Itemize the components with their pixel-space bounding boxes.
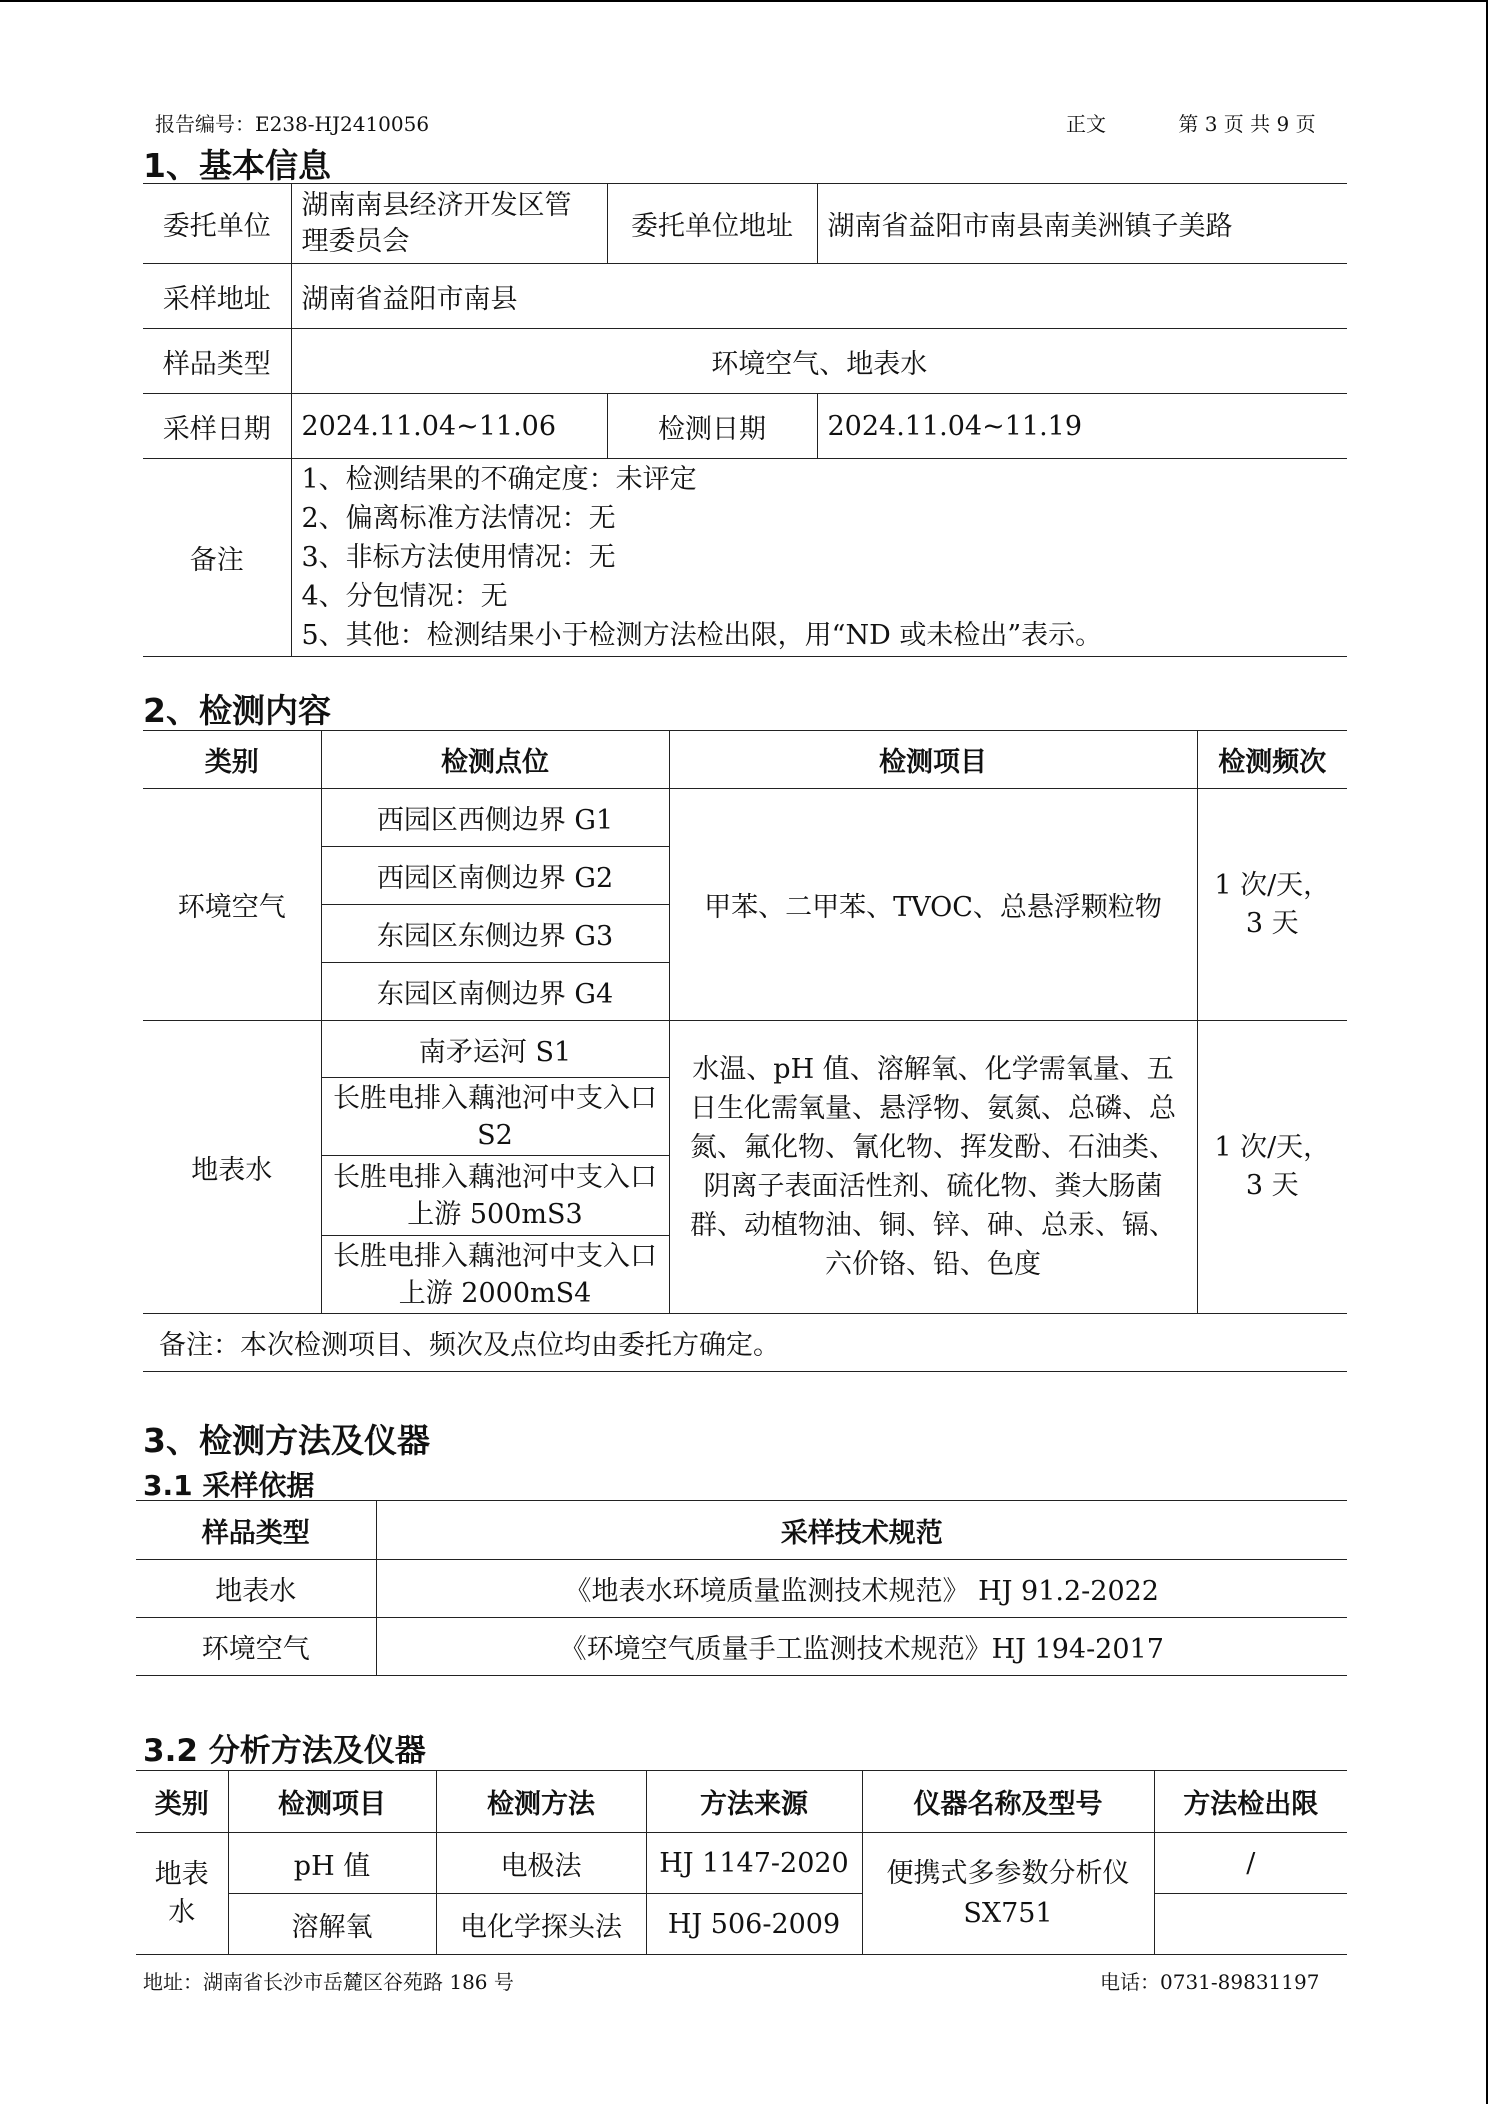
page-info (1066, 108, 1316, 137)
col-detection-limit: 方法检出限 (1154, 1771, 1347, 1833)
sample-type-cell: 地表水 (136, 1560, 376, 1618)
page-border-top (0, 0, 1488, 2)
air-point: 西园区南侧边界 G2 (321, 847, 669, 905)
sampling-address-label: 采样地址 (143, 264, 291, 329)
client-value: 湖南南县经济开发区管理委员会 (291, 184, 607, 264)
section2-title: 2、检测内容 (143, 691, 331, 730)
section1-title: 1、基本信息 (143, 146, 331, 185)
report-number: 报告编号：E238-HJ2410056 (155, 112, 430, 136)
water-frequency: 1 次/天，3 天 (1197, 1021, 1347, 1314)
analysis-method: 电极法 (436, 1833, 646, 1894)
footer-address: 地址：湖南省长沙市岳麓区谷苑路 186 号 (143, 1970, 514, 1994)
col-test-item: 检测项目 (228, 1771, 436, 1833)
sampling-date-value: 2024.11.04~11.06 (291, 394, 607, 459)
col-instrument: 仪器名称及型号 (862, 1771, 1154, 1833)
analysis-method-table (136, 1770, 1347, 1955)
water-point: 长胜电排入藕池河中支入口上游 2000mS4 (321, 1236, 669, 1314)
remark-item: 2、偏离标准方法情况：无 (301, 503, 616, 534)
water-point: 南矛运河 S1 (321, 1021, 669, 1078)
col-items: 检测项目 (669, 731, 1197, 789)
water-category: 地表水 (143, 1021, 321, 1314)
analysis-item: 溶解氧 (228, 1894, 436, 1955)
analysis-item: pH 值 (228, 1833, 436, 1894)
sampling-basis-table (136, 1500, 1347, 1676)
water-point: 长胜电排入藕池河中支入口上游 500mS3 (321, 1156, 669, 1236)
client-address-value: 湖南省益阳市南县南美洲镇子美路 (817, 184, 1347, 264)
analysis-category: 地表水 (136, 1833, 228, 1955)
client-label: 委托单位 (143, 184, 291, 264)
remark-item: 4、分包情况：无 (301, 581, 508, 612)
sample-type-label: 样品类型 (143, 329, 291, 394)
sample-type-cell: 环境空气 (136, 1618, 376, 1676)
air-frequency: 1 次/天，3 天 (1197, 789, 1347, 1021)
remark-item: 3、非标方法使用情况：无 (301, 542, 616, 573)
air-point: 东园区南侧边界 G4 (321, 963, 669, 1021)
remark-item: 5、其他：检测结果小于检测方法检出限，用“ND 或未检出”表示。 (301, 620, 1103, 651)
test-content-note: 备注：本次检测项目、频次及点位均由委托方确定。 (143, 1314, 1347, 1372)
sampling-date-label: 采样日期 (143, 394, 291, 459)
section3-title: 3、检测方法及仪器 (143, 1421, 430, 1460)
analysis-method: 电化学探头法 (436, 1894, 646, 1955)
air-point: 东园区东侧边界 G3 (321, 905, 669, 963)
analysis-source: HJ 1147-2020 (646, 1833, 862, 1894)
col-category: 类别 (143, 731, 321, 789)
test-date-value: 2024.11.04~11.19 (817, 394, 1347, 459)
analysis-instrument: 便携式多参数分析仪 SX751 (862, 1833, 1154, 1955)
sampling-address-value: 湖南省益阳市南县 (291, 264, 1347, 329)
section31-title: 3.1 采样依据 (143, 1469, 315, 1502)
col-sample-type: 样品类型 (136, 1501, 376, 1560)
air-point: 西园区西侧边界 G1 (321, 789, 669, 847)
sample-type-value: 环境空气、地表水 (291, 329, 1347, 394)
basic-info-table (143, 183, 1347, 657)
analysis-source: HJ 506-2009 (646, 1894, 862, 1955)
page-number: 第 3 页 共 9 页 (1178, 112, 1316, 136)
remarks-list (291, 459, 1347, 657)
air-items: 甲苯、二甲苯、TVOC、总悬浮颗粒物 (669, 789, 1197, 1021)
water-items: 水温、pH 值、溶解氧、化学需氧量、五日生化需氧量、悬浮物、氨氮、总磷、总氮、氟化物、氰化物、挥发酚、石油类、阴离子表面活性剂、硫化物、粪大肠菌群、动植物油、铜、锌、砷、总汞、镉、六价铬、铅、色度 (669, 1021, 1197, 1314)
detection-limit: / (1154, 1833, 1347, 1894)
col-point: 检测点位 (321, 731, 669, 789)
test-content-table (143, 730, 1347, 1372)
remarks-label: 备注 (143, 459, 291, 657)
col-sampling-spec: 采样技术规范 (376, 1501, 1347, 1560)
section-label: 正文 (1066, 112, 1106, 136)
col-method-source: 方法来源 (646, 1771, 862, 1833)
footer-phone: 电话：0731-89831197 (1100, 1970, 1320, 1994)
col-frequency: 检测频次 (1197, 731, 1347, 789)
detection-limit-empty (1154, 1894, 1347, 1955)
remark-item: 1、检测结果的不确定度：未评定 (301, 464, 697, 495)
col-category: 类别 (136, 1771, 228, 1833)
section32-title: 3.2 分析方法及仪器 (143, 1733, 426, 1769)
client-address-label: 委托单位地址 (607, 184, 817, 264)
test-date-label: 检测日期 (607, 394, 817, 459)
sampling-spec-cell: 《环境空气质量手工监测技术规范》HJ 194-2017 (376, 1618, 1347, 1676)
water-point: 长胜电排入藕池河中支入口 S2 (321, 1078, 669, 1156)
sampling-spec-cell: 《地表水环境质量监测技术规范》 HJ 91.2-2022 (376, 1560, 1347, 1618)
air-category: 环境空气 (143, 789, 321, 1021)
col-test-method: 检测方法 (436, 1771, 646, 1833)
